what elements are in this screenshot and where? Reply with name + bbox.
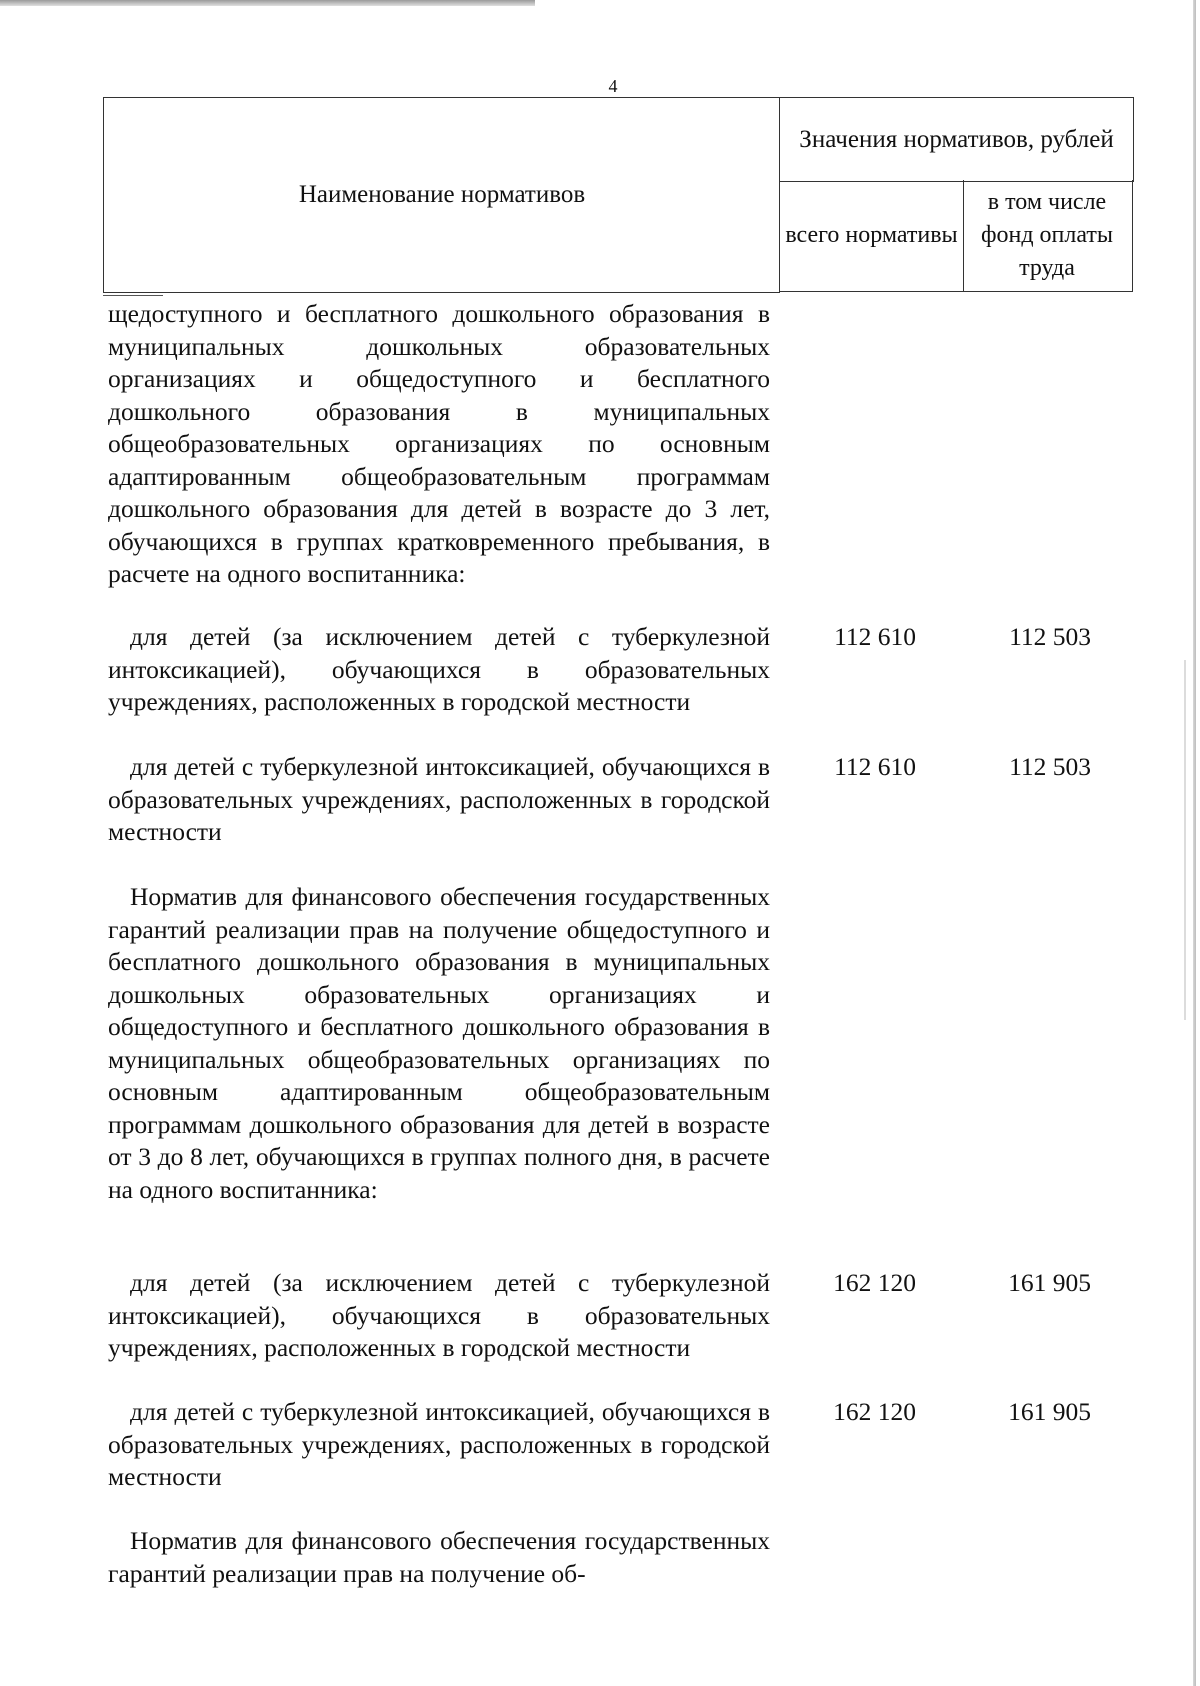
value-total: 112 610 xyxy=(834,622,916,651)
scan-edge-right xyxy=(1193,0,1196,1686)
value-wage: 161 905 xyxy=(1008,1268,1091,1297)
table-rule xyxy=(103,295,163,296)
scan-shadow xyxy=(1184,660,1186,1020)
scan-edge-top xyxy=(0,0,535,6)
norm-subitem: для детей (за исключением детей с туберкулезной интоксикацией), обучающихся в образовательных учреждениях, расположенных в городской местности xyxy=(108,1268,770,1362)
value-total: 112 610 xyxy=(834,752,916,781)
norm-paragraph: Норматив для финансового обеспечения государственных гарантий реализации прав на получение об- xyxy=(108,1526,770,1588)
norm-paragraph: щедоступного и бесплатного дошкольного образования в муниципальных дошкольных образовательных организациях и общедоступного и бесплатного дошкольного образования в муниципальных общеобразовательных организациях по основным адаптированным общеобразовательным программам дошкольного образования для детей в возрасте до 3 лет, обучающихся в группах кратковременного пребывания, в расчете на одного воспитанника: xyxy=(108,299,770,588)
value-total: 162 120 xyxy=(833,1397,916,1426)
value-wage: 112 503 xyxy=(1009,622,1091,651)
value-total: 162 120 xyxy=(833,1268,916,1297)
norm-subitem: для детей с туберкулезной интоксикацией, обучающихся в образовательных учреждениях, расположенных в городской местности xyxy=(108,752,770,846)
table-header xyxy=(103,97,1133,293)
header-wage-column: в том числе фонд оплаты труда xyxy=(962,180,1133,292)
header-total-column: всего нормативы xyxy=(779,180,964,292)
value-wage: 112 503 xyxy=(1009,752,1091,781)
page-number: 4 xyxy=(608,76,618,96)
norm-paragraph: Норматив для финансового обеспечения государственных гарантий реализации прав на получение общедоступного и бесплатного дошкольного образования в муниципальных дошкольных образовательных организациях и общедоступного и бесплатного дошкольного образования в муниципальных общеобразовательных организациях по основным адаптированным общеобразовательным программам дошкольного образования для детей в возрасте от 3 до 8 лет, обучающихся в группах полного дня, в расчете на одного воспитанника: xyxy=(108,882,770,1204)
norm-subitem: для детей (за исключением детей с туберкулезной интоксикацией), обучающихся в образовательных учреждениях, расположенных в городской местности xyxy=(108,622,770,716)
norm-subitem: для детей с туберкулезной интоксикацией, обучающихся в образовательных учреждениях, расположенных в городской местности xyxy=(108,1397,770,1491)
header-name-column: Наименование нормативов xyxy=(103,97,780,293)
value-wage: 161 905 xyxy=(1008,1397,1091,1426)
header-values-group: Значения нормативов, рублей xyxy=(779,97,1134,182)
